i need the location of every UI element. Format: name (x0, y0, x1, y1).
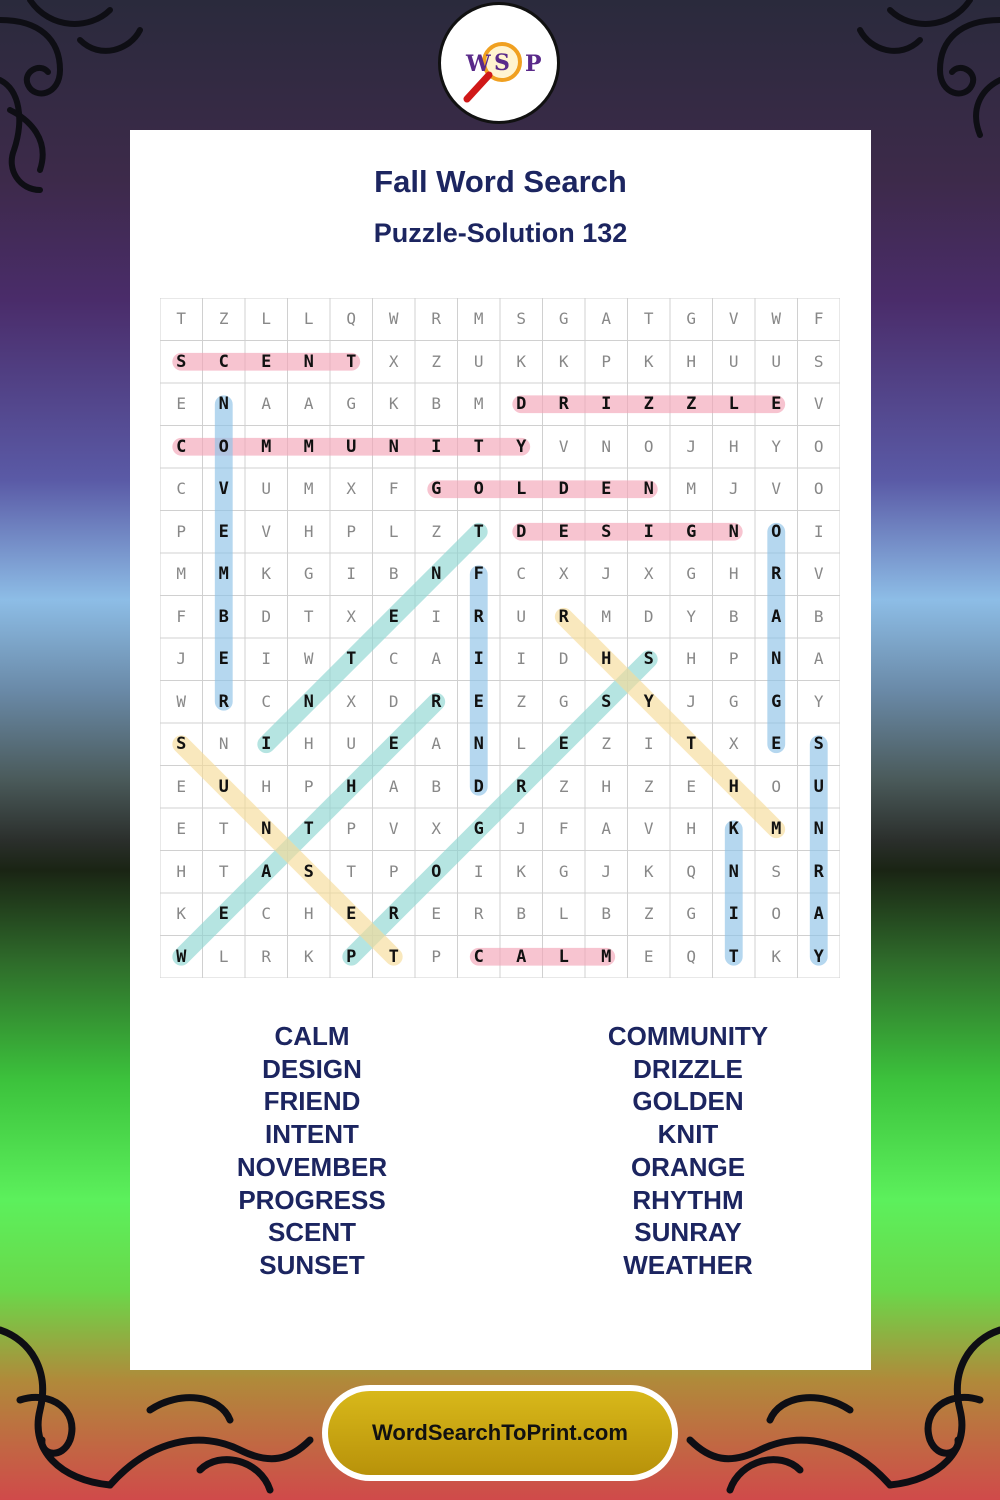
grid-cell: G (686, 309, 697, 328)
grid-cell: V (261, 521, 272, 541)
grid-cell: P (176, 521, 187, 541)
grid-cell: B (516, 904, 527, 923)
grid-cell: H (303, 521, 314, 541)
grid-cell: E (218, 649, 229, 669)
grid-cell: T (176, 309, 187, 328)
grid-cell: S (176, 351, 187, 372)
grid-cell: B (431, 394, 442, 413)
grid-cell: P (346, 521, 357, 541)
grid-cell: I (261, 734, 272, 754)
grid-cell: J (516, 819, 527, 838)
grid-cell: X (728, 734, 739, 753)
grid-cell: K (643, 351, 654, 371)
grid-cell: Y (813, 691, 824, 711)
grid-cell: H (261, 776, 272, 796)
grid-cell: M (303, 436, 314, 457)
grid-cell: G (473, 819, 484, 839)
grid-cell: I (601, 394, 612, 414)
page-title: Fall Word Search (374, 164, 627, 199)
grid-cell: G (558, 861, 569, 881)
word-list-item: CALM (274, 1021, 350, 1051)
grid-cell: U (473, 351, 484, 371)
grid-cell: R (431, 309, 442, 328)
grid-cell: E (176, 776, 187, 796)
grid-cell: B (601, 904, 612, 923)
grid-cell: C (176, 436, 187, 457)
grid-cell: M (686, 479, 697, 498)
grid-cell: Z (601, 734, 612, 753)
grid-cell: T (218, 861, 229, 881)
grid-cell: U (346, 436, 357, 457)
grid-cell: Y (813, 946, 824, 967)
grid-cell: Z (558, 776, 569, 796)
grid-cell: M (303, 479, 314, 498)
grid-cell: H (303, 734, 314, 753)
grid-cell: L (303, 309, 314, 328)
grid-cell: I (346, 564, 357, 583)
grid-cell: C (176, 479, 187, 498)
grid-cell: M (473, 394, 484, 413)
grid-cell: K (728, 819, 739, 839)
grid-cell: H (686, 819, 697, 838)
logo-letter-s: S (494, 50, 510, 76)
grid-cell: N (643, 479, 654, 499)
grid-cell: J (686, 691, 697, 711)
grid-cell: E (686, 776, 697, 796)
grid-cell: P (346, 819, 357, 838)
grid-cell: S (303, 861, 314, 882)
grid-cell: E (388, 606, 399, 627)
word-list-item: DRIZZLE (633, 1053, 743, 1084)
grid-cell: E (473, 691, 484, 712)
grid-cell: I (643, 521, 654, 542)
grid-cell: G (686, 521, 697, 542)
grid-cell: D (388, 691, 399, 711)
grid-cell: U (346, 734, 357, 753)
grid-cell: Y (516, 436, 527, 457)
grid-cell: G (728, 691, 739, 711)
grid-cell: D (643, 606, 654, 626)
grid-cell: E (643, 946, 654, 966)
grid-cell: E (601, 479, 612, 499)
grid-cell: Q (686, 946, 697, 966)
grid-cell: W (771, 309, 782, 328)
page-subtitle: Puzzle-Solution 132 (373, 218, 628, 248)
grid-cell: F (473, 564, 484, 584)
grid-cell: T (346, 649, 357, 669)
grid-cell: A (431, 649, 442, 668)
grid-cell: E (176, 394, 187, 413)
word-list-item: RHYTHM (632, 1184, 744, 1215)
grid-cell: K (643, 861, 654, 881)
grid-cell: K (261, 564, 272, 583)
grid-cell: W (303, 649, 314, 668)
word-list-item: PROGRESS (238, 1184, 386, 1215)
grid-cell: B (218, 606, 229, 627)
grid-cell: K (558, 351, 569, 371)
grid-cell: C (261, 691, 272, 711)
grid-cell: C (388, 649, 399, 668)
grid-cell: J (176, 649, 187, 668)
grid-cell: P (303, 776, 314, 796)
grid-cell: R (218, 691, 229, 712)
grid-cell: R (558, 606, 569, 627)
grid-cell: W (388, 309, 399, 328)
grid-cell: E (218, 521, 229, 542)
grid-cell: T (473, 436, 484, 457)
grid-cell: P (346, 946, 357, 967)
grid-cell: G (771, 691, 782, 712)
grid-cell: D (558, 649, 569, 668)
grid-cell: G (303, 564, 314, 583)
site-logo (438, 2, 560, 124)
grid-cell: O (218, 436, 229, 457)
grid-cell: N (388, 436, 399, 457)
grid-cell: N (261, 819, 272, 839)
word-list-item: ORANGE (630, 1151, 746, 1182)
grid-cell: T (218, 819, 229, 838)
grid-cell: Q (686, 861, 697, 881)
grid-cell: T (643, 309, 654, 328)
grid-cell: A (813, 649, 824, 668)
grid-cell: R (473, 606, 484, 627)
grid-cell: G (686, 904, 697, 923)
grid-cell: H (176, 861, 187, 881)
grid-cell: K (516, 351, 527, 371)
grid-cell: Z (516, 691, 527, 711)
grid-cell: I (473, 649, 484, 669)
grid-cell: S (601, 691, 612, 712)
grid-cell: H (728, 436, 739, 456)
grid-cell: E (176, 819, 187, 838)
logo-letter-p: P (525, 51, 542, 77)
grid-cell: D (516, 521, 527, 542)
grid-cell: K (771, 946, 782, 966)
grid-cell: N (303, 351, 314, 372)
grid-cell: G (346, 394, 357, 413)
grid-cell: D (261, 606, 272, 626)
word-search-grid (160, 298, 840, 978)
grid-cell: I (516, 649, 527, 668)
grid-cell: V (813, 394, 824, 413)
grid-cell: N (813, 819, 824, 839)
word-list-item: FRIEND (263, 1086, 361, 1117)
grid-cell: U (728, 351, 739, 371)
grid-cell: E (558, 521, 569, 542)
grid-cell: V (388, 819, 399, 838)
grid-cell: P (728, 649, 739, 668)
grid-cell: T (303, 606, 314, 626)
grid-cell: Z (643, 776, 654, 796)
grid-cell: D (516, 394, 527, 414)
grid-cell: A (261, 394, 272, 413)
grid-cell: L (388, 521, 399, 541)
grid-cell: E (558, 734, 569, 754)
grid-cell: S (516, 309, 527, 328)
grid-cell: B (388, 564, 399, 583)
grid-cell: X (346, 691, 357, 711)
grid-cell: M (176, 564, 187, 583)
grid-cell: V (643, 819, 654, 838)
grid-cell: A (813, 904, 824, 924)
grid-cell: U (261, 479, 272, 498)
grid-cell: P (388, 861, 399, 881)
word-list-item: DESIGN (262, 1053, 362, 1084)
grid-cell: J (728, 479, 739, 498)
puzzle-card (130, 130, 871, 1370)
grid-cell: U (771, 351, 782, 371)
grid-cell: E (388, 734, 399, 754)
grid-cell: O (771, 776, 782, 796)
grid-cell: W (176, 946, 187, 967)
grid-cell: S (813, 351, 824, 371)
logo-letter-w: W (466, 51, 491, 77)
grid-cell: M (771, 819, 782, 839)
grid-cell: X (346, 479, 357, 498)
corner-ornament-top-right (820, 0, 1000, 140)
grid-cell: V (558, 436, 569, 456)
grid-cell: Z (431, 521, 442, 541)
grid-cell: M (601, 606, 612, 626)
grid-cell: M (218, 564, 229, 584)
grid-cell: X (643, 564, 654, 583)
grid-cell: D (473, 776, 484, 797)
grid-cell: P (431, 946, 442, 966)
grid-cell: F (388, 479, 399, 498)
grid-cell: H (601, 649, 612, 669)
grid-cell: F (558, 819, 569, 838)
word-list-left-column (162, 1020, 462, 1282)
grid-cell: U (516, 606, 527, 626)
grid-cell: A (771, 606, 782, 627)
grid-cell: L (516, 479, 527, 499)
grid-cell: D (558, 479, 569, 499)
word-list-right-column (538, 1020, 838, 1282)
grid-cell: P (601, 351, 612, 371)
grid-cell: C (261, 904, 272, 923)
grid-cell: O (473, 479, 484, 499)
grid-cell: V (218, 479, 229, 499)
grid-cell: R (771, 564, 782, 584)
grid-cell: X (346, 606, 357, 626)
grid-cell: I (813, 521, 824, 541)
grid-cell: M (601, 946, 612, 967)
word-list-item: KNIT (657, 1119, 719, 1150)
grid-cell: S (643, 649, 654, 669)
grid-cell: C (473, 946, 484, 967)
grid-cell: K (303, 946, 314, 966)
grid-cell: A (601, 309, 612, 328)
grid-cell: A (431, 734, 442, 753)
grid-cell: L (218, 946, 229, 966)
grid-cell: E (771, 734, 782, 754)
grid-cell: I (261, 649, 272, 668)
grid-cell: B (728, 606, 739, 626)
grid-cell: R (261, 946, 272, 966)
grid-cell: S (813, 734, 824, 754)
grid-cell: Z (643, 394, 654, 414)
grid-cell: A (516, 946, 527, 967)
grid-cell: E (218, 904, 229, 924)
grid-cell: O (771, 521, 782, 542)
grid-cell: K (388, 394, 399, 413)
grid-cell: M (473, 309, 484, 328)
grid-cell: J (686, 436, 697, 456)
grid-cell: H (728, 564, 739, 583)
grid-cell: O (643, 436, 654, 456)
grid-cell: A (388, 776, 399, 796)
grid-cell: O (813, 479, 824, 498)
grid-cell: N (473, 734, 484, 754)
grid-cell: A (303, 394, 314, 413)
grid-cell: E (346, 904, 357, 924)
grid-cell: S (176, 734, 187, 754)
word-list-item: SUNRAY (634, 1217, 742, 1248)
grid-cell: V (771, 479, 782, 498)
grid-cell: I (431, 436, 442, 457)
grid-cell: E (431, 904, 442, 923)
word-list-item: INTENT (265, 1119, 359, 1150)
grid-cell: Y (643, 691, 654, 712)
site-link-button[interactable] (322, 1385, 678, 1481)
site-link-label[interactable]: WordSearchToPrint.com (328, 1391, 672, 1475)
grid-cell: E (261, 351, 272, 372)
grid-cell: Y (686, 606, 697, 626)
grid-cell: G (686, 564, 697, 583)
grid-cell: K (516, 861, 527, 881)
grid-cell: L (516, 734, 527, 753)
grid-cell: G (431, 479, 442, 499)
grid-cell: I (728, 904, 739, 924)
grid-cell: T (473, 521, 484, 542)
grid-cell: R (558, 394, 569, 414)
grid-cell: T (388, 946, 399, 967)
grid-cell: B (431, 776, 442, 796)
grid-cell: V (813, 564, 824, 583)
word-list-item: SUNSET (259, 1249, 365, 1280)
grid-cell: C (516, 564, 527, 583)
grid-cell: W (176, 691, 187, 711)
grid-cell: U (218, 776, 229, 797)
grid-cell: R (431, 691, 442, 712)
grid-cell: K (176, 904, 187, 923)
grid-cell: Y (771, 436, 782, 456)
magnifier-icon (441, 5, 557, 121)
grid-cell: T (686, 734, 697, 754)
grid-cell: R (516, 776, 527, 797)
grid-cell: N (601, 436, 612, 456)
grid-cell: I (431, 606, 442, 626)
grid-cell: N (218, 734, 229, 753)
grid-cell: G (558, 309, 569, 328)
grid-cell: I (473, 861, 484, 881)
grid-cell: F (813, 309, 824, 328)
grid-cell: R (473, 904, 484, 923)
grid-cell: N (771, 649, 782, 669)
grid-cell: S (601, 521, 612, 542)
grid-cell: A (261, 861, 272, 882)
grid-cell: H (601, 776, 612, 796)
grid-cell: B (813, 606, 824, 626)
grid-cell: L (558, 946, 569, 967)
word-list-item: COMMUNITY (607, 1021, 769, 1051)
word-list-item: WEATHER (623, 1249, 753, 1280)
grid-cell: N (431, 564, 442, 584)
grid-cell: O (771, 904, 782, 923)
grid-cell: S (771, 861, 782, 881)
grid-cell: Q (346, 309, 357, 328)
grid-cell: C (218, 351, 229, 372)
grid-cell: N (303, 691, 314, 712)
word-list-item: NOVEMBER (236, 1151, 388, 1182)
grid-cell: T (303, 819, 314, 839)
grid-cell: Z (643, 904, 654, 923)
grid-cell: O (813, 436, 824, 456)
grid-cell: N (728, 861, 739, 882)
grid-cell: H (686, 351, 697, 371)
grid-cell: O (431, 861, 442, 882)
grid-cell: U (813, 776, 824, 797)
grid-cell: R (388, 904, 399, 924)
grid-cell: H (686, 649, 697, 668)
grid-cell: X (388, 351, 399, 371)
grid-cell: L (261, 309, 272, 328)
grid-cell: E (771, 394, 782, 414)
grid-cell: J (601, 564, 612, 583)
grid-cell: N (218, 394, 229, 414)
grid-cell: L (558, 904, 569, 923)
grid-cell: F (176, 606, 187, 626)
grid-cell: J (601, 861, 612, 881)
grid-cell: T (346, 861, 357, 881)
grid-cell: Z (686, 394, 697, 414)
grid-cell: R (813, 861, 824, 882)
grid-cell: H (303, 904, 314, 923)
grid-cell: X (558, 564, 569, 583)
word-list-item: SCENT (267, 1217, 357, 1248)
grid-cell: X (431, 819, 442, 838)
grid-cell: L (728, 394, 739, 414)
grid-cell: Z (218, 309, 229, 328)
grid-cell: M (261, 436, 272, 457)
grid-cell: T (346, 351, 357, 372)
grid-cell: H (346, 776, 357, 797)
grid-cell: Z (431, 351, 442, 371)
grid-cell: H (728, 776, 739, 797)
grid-cell: I (643, 734, 654, 753)
word-list-item: GOLDEN (632, 1086, 744, 1117)
grid-cell: A (601, 819, 612, 838)
grid-cell: G (558, 691, 569, 711)
grid-cell: N (728, 521, 739, 542)
grid-cell: T (728, 946, 739, 967)
grid-cell: V (728, 309, 739, 328)
